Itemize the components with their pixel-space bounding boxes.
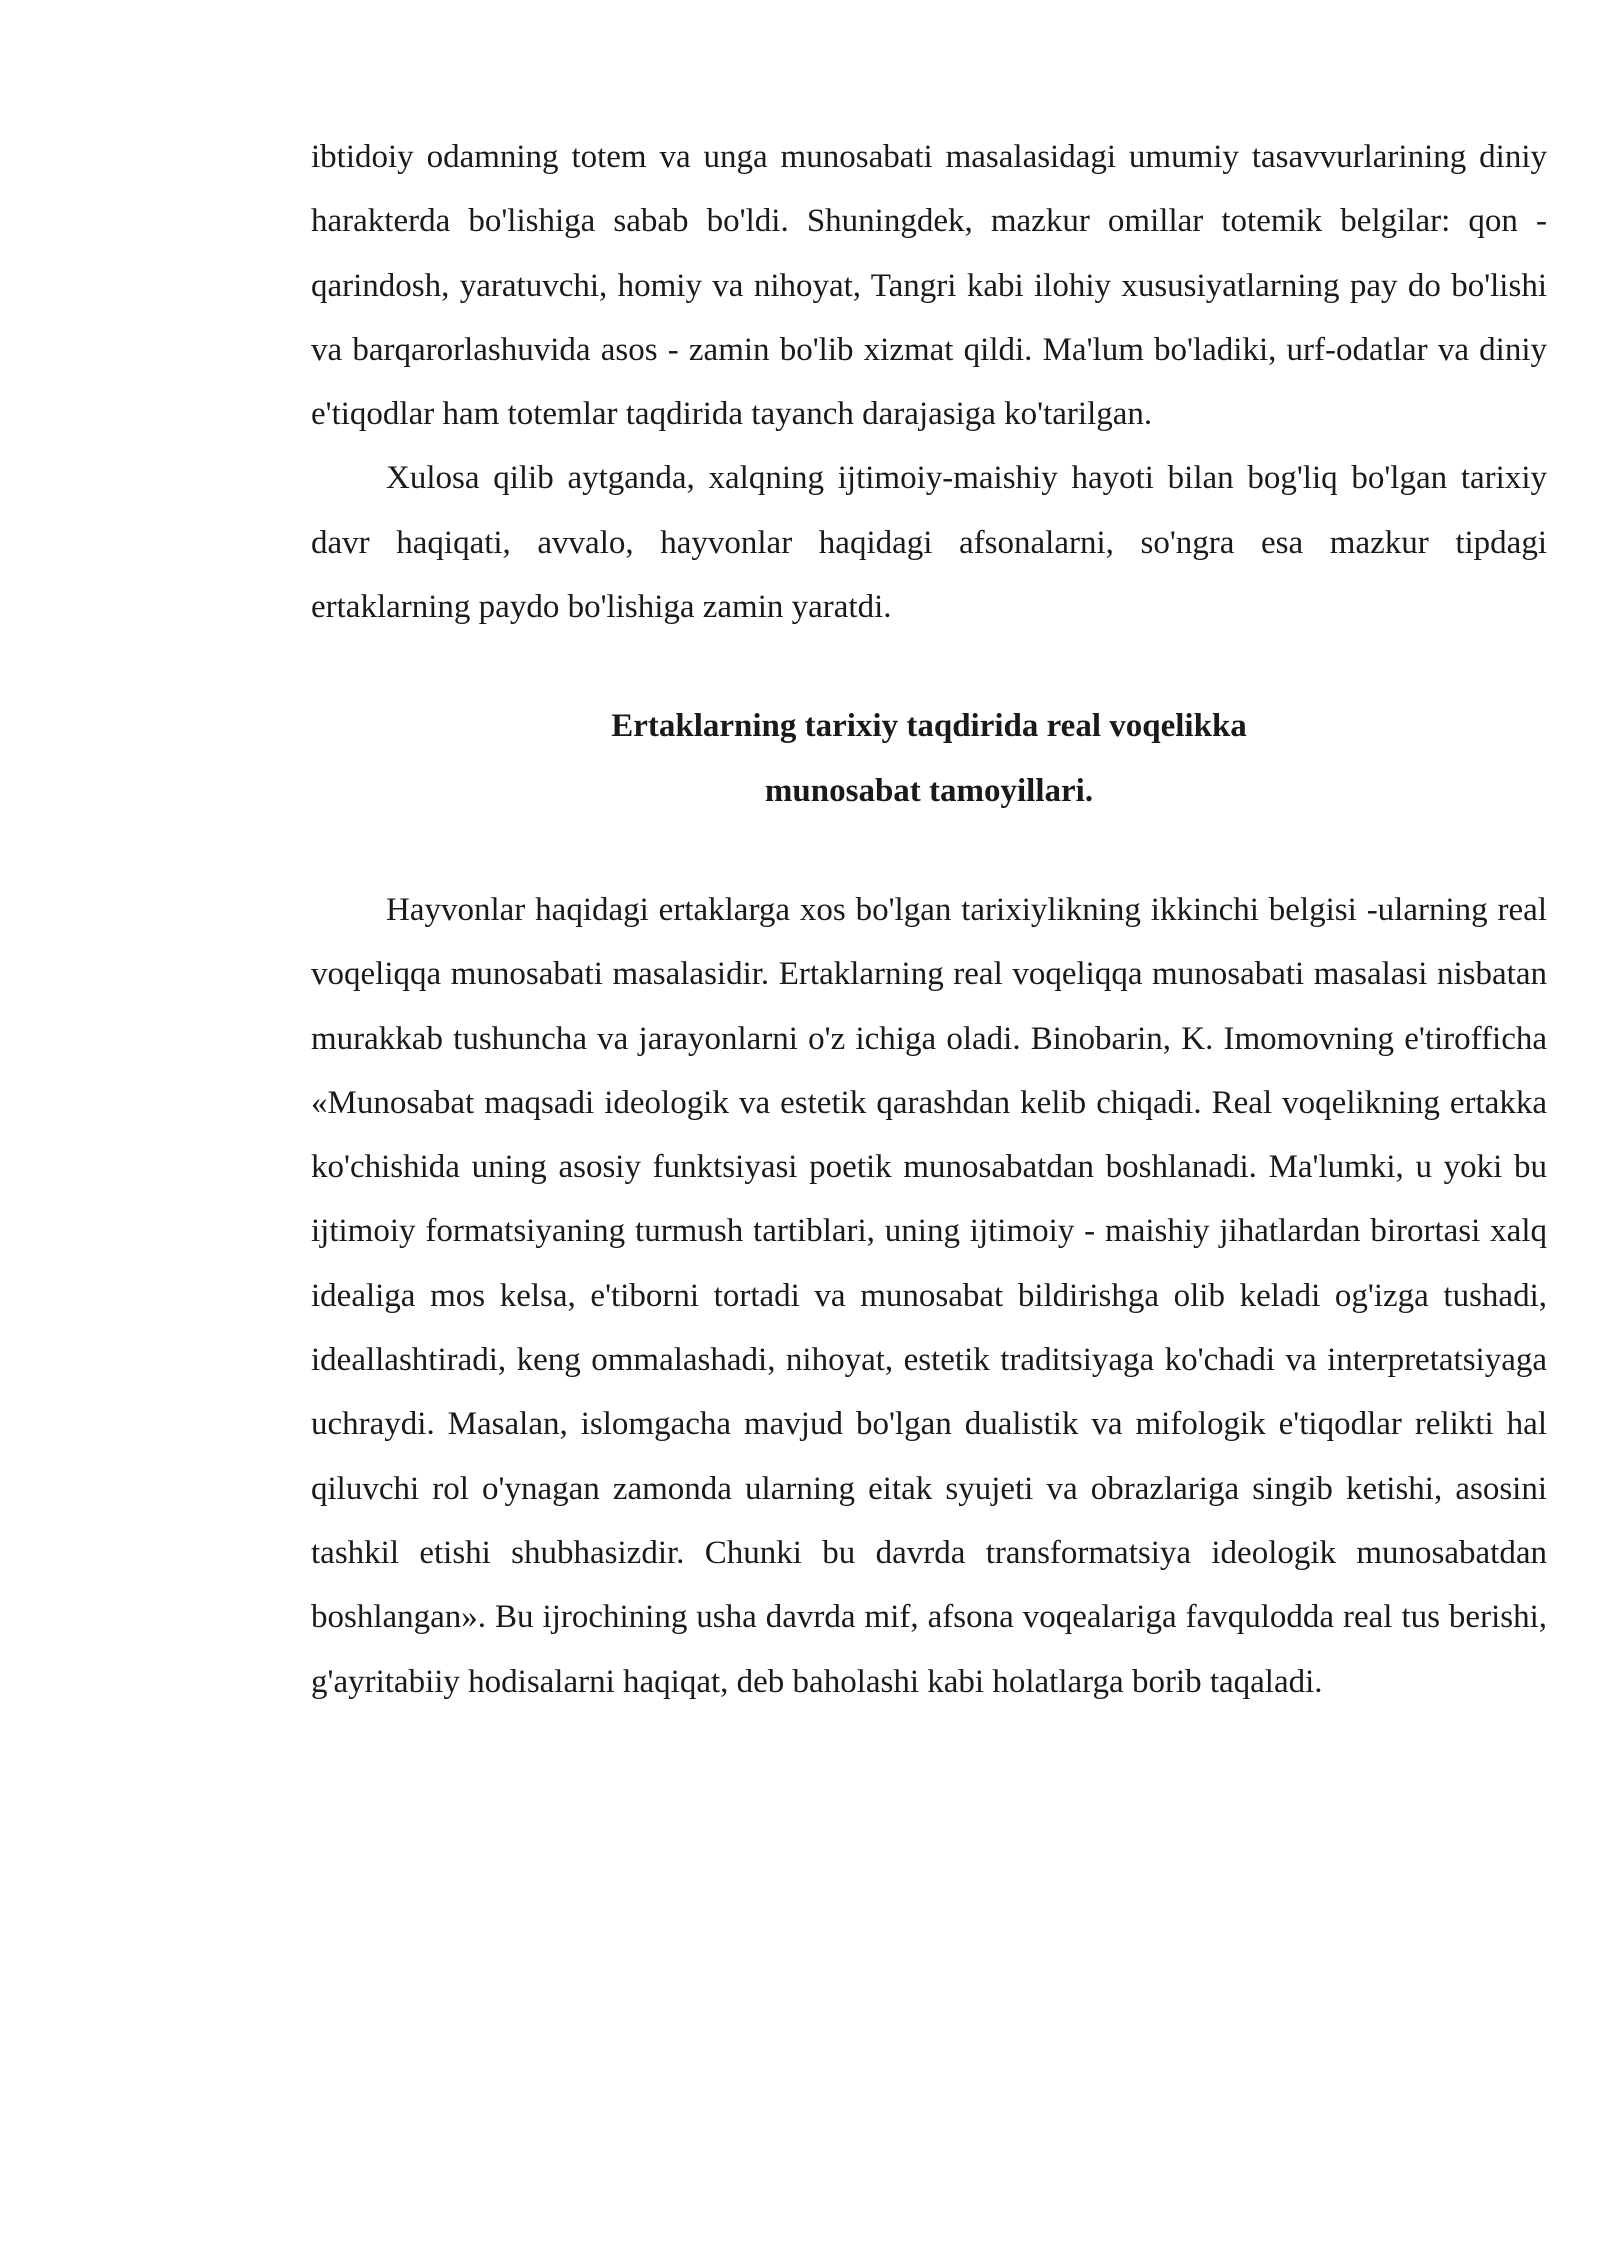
text-column xyxy=(311,125,1547,1714)
section-heading-line-2: munosabat tamoyillari. xyxy=(764,772,1094,809)
paragraph-body: Hayvonlar haqidagi ertaklarga xos bo'lgan tarixiylikning ikkinchi belgisi -ularning real voqeliqqa munosabati masalasidir. Ertaklarning real voqeliqqa munosabati masalasi nisbatan murakkab tushuncha va jarayonlarni o'z ichiga oladi. Binobarin, K. Imomovning e'tirofficha «Munosabat maqsadi ideologik va estetik qarashdan kelib chiqadi. Real voqelikning ertakka ko'chishida uning asosiy funktsiyasi poetik munosabatdan boshlanadi. Ma'lumki, u yoki bu ijtimoiy formatsiyaning turmush tartiblari, uning ijtimoiy - maishiy jihatlardan birortasi xalq idealiga mos kelsa, e'tiborni tortadi va munosabat bildirishga olib keladi og'izga tushadi, ideallashtiradi, keng ommalashadi, nihoyat, estetik traditsiyaga ko'chadi va interpretatsiyaga uchraydi. Masalan, islomgacha mavjud bo'lgan dualistik va mifologik e'tiqodlar relikti hal qiluvchi rol o'ynagan zamonda ularning eitak syujeti va obrazlariga singib ketishi, asosini tashkil etishi shubhasizdir. Chunki bu davrda transformatsiya ideologik munosabatdan boshlangan». Bu ijrochining usha davrda mif, afsona voqealariga favqulodda real tus berishi, g'ayritabiiy hodisalarni haqiqat, deb baholashi kabi holatlarga borib taqaladi. xyxy=(311,891,1547,1700)
paragraph-continuation: ibtidoiy odamning totem va unga munosabati masalasidagi umumiy tasavvurlarining diniy harakterda bo'lishiga sabab bo'ldi. Shuningdek, mazkur omillar totemik belgilar: qon - qarindosh, yaratuvchi, homiy va nihoyat, Tangri kabi ilohiy xususiyatlarning pay do bo'lishi va barqarorlashuvida asos - zamin bo'lib xizmat qildi. Ma'lum bo'ladiki, urf-odatlar va diniy e'tiqodlar ham totemlar taqdirida tayanch darajasiga ko'tarilgan. xyxy=(311,139,1547,433)
section-heading-line-1: Ertaklarning tarixiy taqdirida real voqelikka xyxy=(611,708,1247,745)
paragraph-conclusion: Xulosa qilib aytganda, xalqning ijtimoiy-maishiy hayoti bilan bog'liq bo'lgan tarixiy davr haqiqati, avvalo, hayvonlar haqidagi afsonalarni, so'ngra esa mazkur tipdagi ertaklarning paydo bo'lishiga zamin yaratdi. xyxy=(311,460,1547,626)
section-heading xyxy=(311,694,1547,823)
